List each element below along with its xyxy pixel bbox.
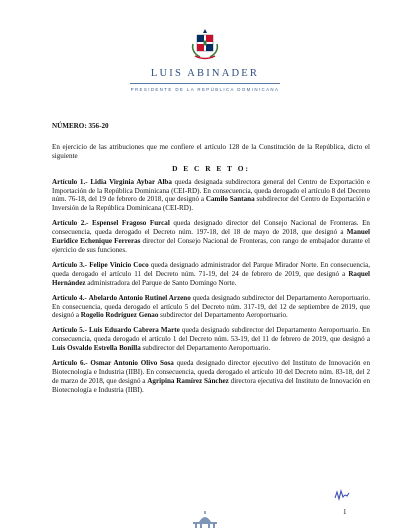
article-text: subdirector del Departamento Aeroportuario. <box>158 311 288 320</box>
article-text: queda designada subdirectora general del Centro de Exportación e Importación de la República Dominicana (CEI-RD). En consecuencia, queda derogado el artículo 8 del Decreto núm. 76-18, del 19 de febrero de 2018, que designó a <box>52 177 370 204</box>
replaced-name: Manuel Euridice Echenique Ferreras <box>52 228 370 246</box>
appointee-name: Osmar Antonio Olivo Sosa <box>90 359 174 368</box>
article-text: queda designado director del Consejo Nacional de Fronteras. En consecuencia, queda derogado el Decreto núm. 197-18, del 18 de mayo de 2018, que designó a <box>52 219 370 237</box>
decree-heading: D E C R E T O: <box>172 163 250 173</box>
article-label: Artículo 6.- <box>52 359 88 368</box>
appointee-name: Luis Eduardo Cabrera Marte <box>89 326 180 335</box>
article-1 <box>52 178 370 214</box>
article-text: subdirector del Departamento Aeroportuario. <box>140 344 271 353</box>
article-label: Artículo 2.- <box>52 219 89 228</box>
letterhead <box>0 26 410 92</box>
article-label: Artículo 5.- <box>52 326 87 335</box>
article-text: queda designado administrador del Parque Mirador Norte. En consecuencia, queda derogado el artículo 11 del Decreto núm. 71-19, del 24 de febrero de 2019, que designó a <box>52 260 370 278</box>
decree-body <box>52 122 370 401</box>
article-3 <box>52 261 370 288</box>
signature-mark-icon <box>333 488 351 502</box>
article-label: Artículo 4.- <box>52 293 87 302</box>
article-text: queda designado subdirector del Departamento Aeroportuario. En consecuencia, queda derogado el artículo 5 del Decreto núm. 317-19, del 12 de septiembre de 2019, que designó a <box>52 293 370 320</box>
replaced-name: Agripina Ramírez Sánchez <box>147 376 229 385</box>
appointee-name: Felipe Vinicio Coco <box>89 260 149 269</box>
appointee-name: Abelardo Antonio Rutinel Arzeno <box>88 293 191 302</box>
article-text: queda designado subdirector del Departamento Aeroportuario. En consecuencia, queda derogado el artículo 1 del Decreto núm. 53-19, del 11 de febrero de 2019, que designó a <box>52 326 370 344</box>
president-title: PRESIDENTE DE LA REPÚBLICA DOMINICANA <box>130 87 280 92</box>
replaced-name: Luis Osvaldo Estrella Bonilla <box>52 344 141 353</box>
article-text: directora ejecutiva del Instituto de Innovación en Biotecnología e Industria (IIBI). <box>52 376 370 394</box>
page-number: 1 <box>343 508 347 516</box>
article-text: director del Consejo Nacional de Fronteras, con rango de embajador durante el ejercicio de sus funciones. <box>52 237 370 254</box>
article-5 <box>52 326 370 353</box>
coat-of-arms-icon <box>188 26 222 62</box>
article-label: Artículo 3.- <box>52 260 88 269</box>
replaced-name: Rogelio Rodríguez Genao <box>80 311 159 320</box>
appointee-name: Espensel Fragoso Furcal <box>91 219 170 228</box>
president-name: LUIS ABINADER <box>150 68 260 79</box>
decree-number: NÚMERO: 356-20 <box>52 122 109 130</box>
header-divider <box>130 83 280 84</box>
article-text: subdirector del Centro de Exportación e Inversión de la República Dominicana (CEI-RD). <box>52 195 370 213</box>
palace-icon <box>190 510 220 528</box>
article-4 <box>52 294 370 321</box>
article-label: Artículo 1.- <box>52 177 88 186</box>
replaced-name: Raquel Hernández <box>52 269 370 287</box>
article-6 <box>52 359 370 395</box>
article-2 <box>52 219 370 255</box>
article-text: queda designado director ejecutivo del Instituto de Innovación en Biotecnología e Industria (IIBI). En consecuencia, queda derogado el artículo 10 del Decreto núm. 83-18, del 2 de marzo de 2018, que designó a <box>52 359 370 385</box>
article-text: administradora del Parque de Santo Domingo Norte. <box>85 278 237 287</box>
replaced-name: Camilo Santana <box>205 195 255 204</box>
appointee-name: Lidia Virginia Aybar Alba <box>90 177 172 186</box>
preamble: En ejercicio de las atribuciones que me confiere el artículo 128 de la Constitución de la República, dicto el siguiente <box>52 142 370 160</box>
